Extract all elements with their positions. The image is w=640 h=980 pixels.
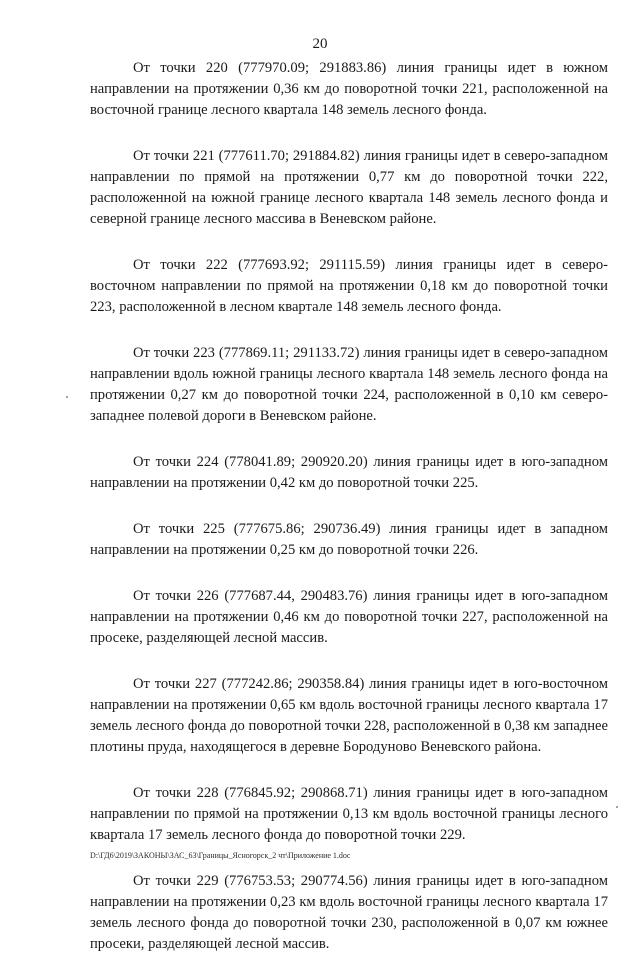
footer-file-path: D:\ГД6\2019\ЗАКОНЫ\ЗАС_63\Границы_Ясногорск_2 чт\Приложение 1.doc: [90, 851, 351, 860]
paragraph-point-228: От точки 228 (776845.92; 290868.71) линия границы идет в юго-западном направлении по прямой на протяжении 0,13 км вдоль восточной границы лесного квартала 17 земель лесного фонда до поворотной точки 229.: [90, 785, 608, 843]
scan-speck: [616, 806, 618, 808]
scan-speck: [66, 396, 68, 398]
paragraph-point-226: От точки 226 (777687.44, 290483.76) линия границы идет в юго-западном направлении на протяжении 0,46 км до поворотной точки 227, расположенной на просеке, разделяющей лесной массив.: [90, 588, 608, 646]
paragraph-point-220: От точки 220 (777970.09; 291883.86) линия границы идет в южном направлении на протяжении 0,36 км до поворотной точки 221, расположенной на восточной границе лесного квартала 148 земель лесного фонда.: [90, 60, 608, 118]
paragraph-point-224: От точки 224 (778041.89; 290920.20) линия границы идет в юго-западном направлении на протяжении 0,42 км до поворотной точки 225.: [90, 454, 608, 491]
paragraph-point-221: От точки 221 (777611.70; 291884.82) линия границы идет в северо-западном направлении по прямой на протяжении 0,77 км до поворотной точки 222, расположенной на южной границе лесного квартала 148 земель лесного фонда и северной границе лесного массива в Веневском районе.: [90, 148, 608, 227]
paragraph-point-225: От точки 225 (777675.86; 290736.49) линия границы идет в западном направлении на протяжении 0,25 км до поворотной точки 226.: [90, 521, 608, 558]
paragraph-point-223: От точки 223 (777869.11; 291133.72) линия границы идет в северо-западном направлении вдоль южной границы лесного квартала 148 земель лесного фонда на протяжении 0,27 км до поворотной точки 224, расположенной в 0,10 км северо-западнее полевой дороги в Веневском районе.: [90, 345, 608, 424]
paragraph-point-222: От точки 222 (777693.92; 291115.59) линия границы идет в северо-восточном направлении по прямой на протяжении 0,18 км до поворотной точки 223, расположенной в лесном квартале 148 земель лесного фонда.: [90, 257, 608, 315]
paragraph-point-227: От точки 227 (777242.86; 290358.84) линия границы идет в юго-восточном направлении на протяжении 0,65 км вдоль восточной границы лесного квартала 17 земель лесного фонда до поворотной точки 228, расположенной в 0,38 км западнее плотины пруда, находящегося в деревне Бородуново Веневского района.: [90, 676, 608, 755]
page-number: 20: [312, 36, 328, 52]
paragraph-point-229: От точки 229 (776753.53; 290774.56) линия границы идет в юго-западном направлении на протяжении 0,23 км вдоль восточной границы лесного квартала 17 земель лесного фонда до поворотной точки 230, расположенной в 0,07 км южнее просеки, разделяющей лесной массив.: [90, 873, 608, 952]
document-body: [90, 58, 608, 980]
